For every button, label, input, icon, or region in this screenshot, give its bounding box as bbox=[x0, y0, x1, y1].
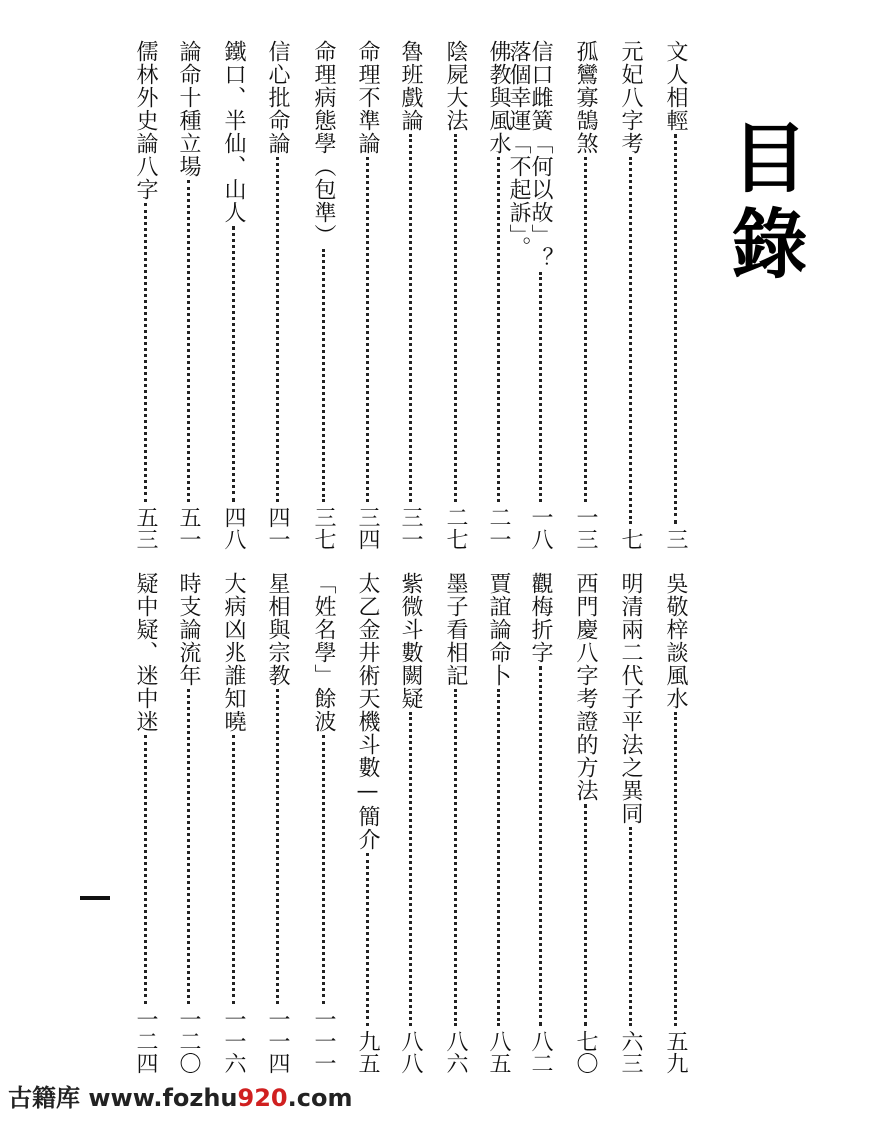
toc-entry[interactable] bbox=[352, 572, 382, 1074]
toc-leader-dots bbox=[453, 134, 457, 502]
toc-entry-title: 信心批命論 bbox=[265, 40, 290, 155]
toc-entry-page: 八六 bbox=[443, 1030, 468, 1074]
toc-leader-dots bbox=[496, 689, 500, 1026]
toc-entry-title: 觀梅折字 bbox=[528, 572, 553, 664]
toc-entry[interactable] bbox=[395, 572, 425, 1074]
toc-entry[interactable] bbox=[262, 40, 292, 550]
toc-entry[interactable] bbox=[615, 572, 645, 1074]
toc-entry-title: 命理不準論 bbox=[355, 40, 380, 155]
toc-entry-title: 賈誼論命卜 bbox=[486, 572, 511, 687]
toc-entry-title: 元妃八字考 bbox=[618, 40, 643, 155]
toc-entry[interactable] bbox=[660, 40, 690, 550]
watermark-number: 920 bbox=[237, 1084, 288, 1112]
toc-entry[interactable] bbox=[660, 572, 690, 1074]
toc-entry[interactable] bbox=[570, 572, 600, 1074]
watermark-prefix: 古籍库 www.fozhu bbox=[8, 1084, 238, 1112]
toc-entry-title: 魯班戲論 bbox=[398, 40, 423, 132]
toc-entry-title: 大病凶兆誰知曉 bbox=[221, 572, 246, 733]
toc-entry-page: 三一 bbox=[398, 506, 423, 550]
toc-entry-title: 太乙金井術天機斗數—簡介 bbox=[355, 572, 380, 851]
toc-entry-page: 八五 bbox=[486, 1030, 511, 1074]
toc-entry-page: 七〇 bbox=[573, 1030, 598, 1074]
toc-entry-title: 孤鸞寡鵠煞 bbox=[573, 40, 598, 155]
toc-leader-dots bbox=[275, 689, 279, 1004]
watermark-suffix: .com bbox=[287, 1084, 353, 1112]
toc-entry[interactable] bbox=[308, 40, 338, 550]
toc-leader-dots bbox=[186, 180, 190, 502]
toc-leader-dots bbox=[583, 157, 587, 502]
toc-entry-title: 吳敬梓談風水 bbox=[663, 572, 688, 710]
toc-entry-title: 文人相輕 bbox=[663, 40, 688, 132]
toc-entry-page: 一三 bbox=[573, 506, 598, 550]
toc-entry[interactable] bbox=[395, 40, 425, 550]
toc-entry[interactable] bbox=[218, 572, 248, 1074]
toc-leader-dots bbox=[673, 712, 677, 1026]
toc-entry[interactable] bbox=[173, 40, 203, 550]
toc-entry-page: 四一 bbox=[265, 506, 290, 550]
toc-entry-page: 二一 bbox=[486, 506, 511, 550]
site-watermark bbox=[8, 1078, 352, 1113]
toc-entry-page: 三七 bbox=[311, 506, 336, 550]
toc-entry[interactable] bbox=[525, 572, 555, 1074]
toc-entry-title: 「姓名學」餘波 bbox=[311, 572, 336, 733]
toc-leader-dots bbox=[583, 804, 587, 1026]
toc-entry-page: 一八 bbox=[528, 506, 553, 550]
toc-entry-page: 八二 bbox=[528, 1030, 553, 1074]
toc-entry-title: 論命十種立場 bbox=[176, 40, 201, 178]
toc-leader-dots bbox=[673, 134, 677, 524]
toc-leader-dots bbox=[365, 853, 369, 1026]
toc-entry-page: 一一四 bbox=[265, 1008, 290, 1074]
toc-leader-dots bbox=[321, 735, 325, 1004]
toc-entry-title: 信口雌簧「何以故」？ bbox=[528, 40, 553, 270]
toc-entry[interactable] bbox=[440, 40, 470, 550]
toc-entry[interactable] bbox=[130, 572, 160, 1074]
toc-entry-title: 疑中疑、迷中迷 bbox=[133, 572, 158, 733]
toc-entry-title: 明清兩二代子平法之異同 bbox=[618, 572, 643, 825]
toc-entry[interactable] bbox=[615, 40, 645, 550]
toc-entry-page: 五三 bbox=[133, 506, 158, 550]
toc-leader-dots bbox=[628, 157, 632, 524]
toc-entry-page: 九五 bbox=[355, 1030, 380, 1074]
toc-entry[interactable] bbox=[440, 572, 470, 1074]
toc-entry-title: 墨子看相記 bbox=[443, 572, 468, 687]
toc-entry-title: 佛教與風水 bbox=[486, 40, 511, 155]
toc-entry-page: 七 bbox=[618, 528, 643, 550]
toc-entry[interactable] bbox=[308, 572, 338, 1074]
toc-entry-page: 一一六 bbox=[221, 1008, 246, 1074]
page-number-mark bbox=[80, 896, 110, 900]
toc-entry[interactable] bbox=[570, 40, 600, 550]
toc-entry-page: 八八 bbox=[398, 1030, 423, 1074]
toc-entry[interactable] bbox=[483, 572, 513, 1074]
toc-leader-dots bbox=[408, 712, 412, 1026]
toc-entry[interactable] bbox=[262, 572, 292, 1074]
toc-entry-title: 西門慶八字考證的方法 bbox=[573, 572, 598, 802]
toc-leader-dots bbox=[538, 272, 542, 502]
toc-leader-dots bbox=[321, 249, 325, 502]
toc-leader-dots bbox=[538, 666, 542, 1026]
toc-entry-title: 鐵口、半仙、山人 bbox=[221, 40, 246, 224]
toc-entry-title: 儒林外史論八字 bbox=[133, 40, 158, 201]
toc-entry-page: 一二四 bbox=[133, 1008, 158, 1074]
toc-leader-dots bbox=[453, 689, 457, 1026]
toc-heading: 目錄 bbox=[719, 118, 808, 290]
toc-entry-page: 三四 bbox=[355, 506, 380, 550]
toc-entry-title: 落個幸運「不起訴」。 bbox=[506, 40, 531, 259]
toc-entry-page: 二七 bbox=[443, 506, 468, 550]
toc-entry[interactable] bbox=[483, 40, 513, 550]
toc-leader-dots bbox=[496, 157, 500, 502]
toc-entry-page: 一一一 bbox=[311, 1008, 336, 1074]
toc-leader-dots bbox=[143, 735, 147, 1004]
toc-entry-title: 命理病態學（包準） bbox=[311, 40, 336, 247]
toc-leader-dots bbox=[628, 827, 632, 1026]
toc-leader-dots bbox=[231, 735, 235, 1004]
toc-leader-dots bbox=[275, 157, 279, 502]
toc-entry-page: 四八 bbox=[221, 506, 246, 550]
toc-leader-dots bbox=[365, 157, 369, 502]
toc-leader-dots bbox=[231, 226, 235, 502]
toc-entry[interactable] bbox=[352, 40, 382, 550]
toc-entry-page: 五一 bbox=[176, 506, 201, 550]
toc-leader-dots bbox=[143, 203, 147, 502]
toc-entry[interactable] bbox=[173, 572, 203, 1074]
toc-entry-page: 一二〇 bbox=[176, 1008, 201, 1074]
toc-entry-title: 星相與宗教 bbox=[265, 572, 290, 687]
toc-entry-title: 紫微斗數闕疑 bbox=[398, 572, 423, 710]
toc-entry-page: 六三 bbox=[618, 1030, 643, 1074]
toc-entry-page: 三 bbox=[663, 528, 688, 550]
toc-entry-page: 五九 bbox=[663, 1030, 688, 1074]
toc-leader-dots bbox=[408, 134, 412, 502]
toc-entry[interactable] bbox=[130, 40, 160, 550]
toc-leader-dots bbox=[186, 689, 190, 1004]
toc-entry-title: 時支論流年 bbox=[176, 572, 201, 687]
toc-entry-title: 陰屍大法 bbox=[443, 40, 468, 132]
toc-entry[interactable] bbox=[218, 40, 248, 550]
